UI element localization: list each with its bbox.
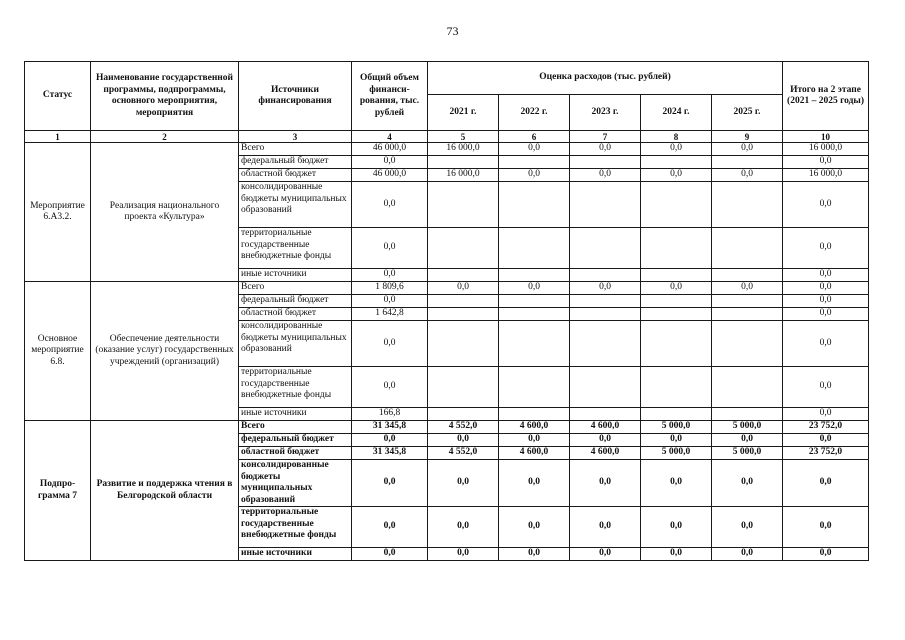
year-cell (641, 295, 712, 308)
year-cell (641, 156, 712, 169)
year-cell (499, 182, 570, 228)
year-cell: 0,0 (499, 282, 570, 295)
header-year: 2021 г. (428, 95, 499, 131)
year-cell: 0,0 (428, 507, 499, 548)
year-cell (712, 295, 783, 308)
column-number: 4 (352, 131, 428, 143)
source-cell: территориальные государственные внебюджетные фонды (239, 367, 352, 408)
itogo-cell: 0,0 (783, 408, 869, 421)
source-cell: Всего (239, 143, 352, 156)
itogo-cell: 0,0 (783, 434, 869, 447)
year-cell (428, 156, 499, 169)
year-cell: 5 000,0 (712, 447, 783, 460)
source-cell: Всего (239, 282, 352, 295)
year-cell (499, 321, 570, 367)
header-itogo: Итого на 2 этапе (2021 – 2025 годы) (783, 62, 869, 131)
source-cell: федеральный бюджет (239, 156, 352, 169)
total-cell: 0,0 (352, 269, 428, 282)
year-cell: 16 000,0 (428, 169, 499, 182)
total-cell: 31 345,8 (352, 421, 428, 434)
total-cell: 0,0 (352, 228, 428, 269)
year-cell: 0,0 (499, 434, 570, 447)
column-number: 6 (499, 131, 570, 143)
year-cell (428, 295, 499, 308)
year-cell (428, 269, 499, 282)
itogo-cell: 23 752,0 (783, 447, 869, 460)
year-cell (712, 408, 783, 421)
itogo-cell: 0,0 (783, 308, 869, 321)
year-cell: 16 000,0 (428, 143, 499, 156)
itogo-cell: 16 000,0 (783, 143, 869, 156)
year-cell (570, 269, 641, 282)
financing-table (24, 61, 869, 561)
column-number: 9 (712, 131, 783, 143)
year-cell: 0,0 (641, 460, 712, 507)
year-cell (499, 269, 570, 282)
itogo-cell: 0,0 (783, 460, 869, 507)
itogo-cell: 0,0 (783, 507, 869, 548)
year-cell (570, 156, 641, 169)
year-cell (428, 228, 499, 269)
itogo-cell: 0,0 (783, 156, 869, 169)
itogo-cell: 0,0 (783, 182, 869, 228)
year-cell (712, 321, 783, 367)
column-number: 10 (783, 131, 869, 143)
year-cell (499, 367, 570, 408)
column-number: 1 (25, 131, 91, 143)
year-cell (641, 408, 712, 421)
itogo-cell: 0,0 (783, 367, 869, 408)
total-cell: 46 000,0 (352, 169, 428, 182)
year-cell: 5 000,0 (641, 421, 712, 434)
source-cell: областной бюджет (239, 447, 352, 460)
total-cell: 0,0 (352, 460, 428, 507)
year-cell (641, 321, 712, 367)
year-cell (499, 228, 570, 269)
year-cell: 4 600,0 (499, 421, 570, 434)
source-cell: территориальные государственные внебюджетные фонды (239, 228, 352, 269)
year-cell: 0,0 (712, 460, 783, 507)
source-cell: консолидированные бюджеты муниципальных образований (239, 321, 352, 367)
year-cell: 5 000,0 (641, 447, 712, 460)
year-cell (499, 308, 570, 321)
row-name: Реализация национального проекта «Культура» (91, 143, 239, 282)
year-cell: 0,0 (499, 169, 570, 182)
column-number: 3 (239, 131, 352, 143)
column-numbers-row (25, 131, 869, 143)
source-cell: территориальные государственные внебюджетные фонды (239, 507, 352, 548)
year-cell (499, 295, 570, 308)
itogo-cell: 0,0 (783, 295, 869, 308)
total-cell: 0,0 (352, 156, 428, 169)
total-cell: 166,8 (352, 408, 428, 421)
year-cell: 0,0 (641, 143, 712, 156)
row-name: Обеспечение деятельности (оказание услуг) государственных учреждений (организаций) (91, 282, 239, 421)
row-status: Подпро-грамма 7 (25, 421, 91, 561)
year-cell: 4 552,0 (428, 421, 499, 434)
year-cell (428, 308, 499, 321)
year-cell (712, 228, 783, 269)
year-cell (428, 367, 499, 408)
source-cell: областной бюджет (239, 308, 352, 321)
year-cell: 0,0 (712, 143, 783, 156)
total-cell: 0,0 (352, 507, 428, 548)
total-cell: 1 642,8 (352, 308, 428, 321)
year-cell (641, 182, 712, 228)
total-cell: 0,0 (352, 434, 428, 447)
page-number: 73 (446, 24, 459, 38)
year-cell (499, 408, 570, 421)
source-cell: федеральный бюджет (239, 434, 352, 447)
source-cell: иные источники (239, 408, 352, 421)
year-cell: 0,0 (641, 169, 712, 182)
year-cell: 0,0 (570, 169, 641, 182)
year-cell: 0,0 (428, 460, 499, 507)
row-name: Развитие и поддержка чтения в Белгородской области (91, 421, 239, 561)
year-cell (570, 321, 641, 367)
source-cell: областной бюджет (239, 169, 352, 182)
header-status: Статус (25, 62, 91, 131)
total-cell: 1 809,6 (352, 282, 428, 295)
year-cell: 0,0 (428, 548, 499, 561)
year-cell: 0,0 (499, 548, 570, 561)
year-cell: 0,0 (428, 434, 499, 447)
column-number: 2 (91, 131, 239, 143)
table-row (25, 421, 869, 434)
total-cell: 0,0 (352, 367, 428, 408)
year-cell (428, 321, 499, 367)
year-cell: 0,0 (570, 460, 641, 507)
year-cell (570, 308, 641, 321)
table-row (25, 143, 869, 156)
year-cell (499, 156, 570, 169)
year-cell (570, 367, 641, 408)
year-cell: 0,0 (712, 169, 783, 182)
year-cell (641, 367, 712, 408)
year-cell (570, 182, 641, 228)
total-cell: 0,0 (352, 548, 428, 561)
total-cell: 0,0 (352, 182, 428, 228)
year-cell: 0,0 (641, 282, 712, 295)
column-number: 8 (641, 131, 712, 143)
year-cell: 0,0 (641, 507, 712, 548)
year-cell (570, 408, 641, 421)
year-cell (712, 308, 783, 321)
year-cell: 0,0 (499, 507, 570, 548)
year-cell (712, 156, 783, 169)
year-cell (641, 228, 712, 269)
year-cell: 5 000,0 (712, 421, 783, 434)
year-cell: 0,0 (641, 548, 712, 561)
year-cell (712, 367, 783, 408)
year-cell (641, 269, 712, 282)
header-total: Общий объем финанси-рования, тыс. рублей (352, 62, 428, 131)
year-cell: 0,0 (570, 548, 641, 561)
year-cell: 4 600,0 (499, 447, 570, 460)
year-cell (712, 269, 783, 282)
header-year: 2022 г. (499, 95, 570, 131)
itogo-cell: 16 000,0 (783, 169, 869, 182)
header-sources: Источники финансирования (239, 62, 352, 131)
total-cell: 31 345,8 (352, 447, 428, 460)
column-number: 5 (428, 131, 499, 143)
itogo-cell: 0,0 (783, 282, 869, 295)
year-cell (428, 408, 499, 421)
column-number: 7 (570, 131, 641, 143)
source-cell: федеральный бюджет (239, 295, 352, 308)
header-estimate: Оценка расходов (тыс. рублей) (428, 62, 783, 95)
year-cell: 0,0 (428, 282, 499, 295)
year-cell: 4 600,0 (570, 447, 641, 460)
total-cell: 0,0 (352, 295, 428, 308)
source-cell: консолидированные бюджеты муниципальных образований (239, 460, 352, 507)
row-status: Мероприятие 6.А3.2. (25, 143, 91, 282)
year-cell (641, 308, 712, 321)
year-cell (570, 295, 641, 308)
year-cell: 0,0 (712, 548, 783, 561)
year-cell (570, 228, 641, 269)
itogo-cell: 0,0 (783, 269, 869, 282)
year-cell: 0,0 (570, 282, 641, 295)
source-cell: консолидированные бюджеты муниципальных образований (239, 182, 352, 228)
itogo-cell: 0,0 (783, 321, 869, 367)
source-cell: Всего (239, 421, 352, 434)
itogo-cell: 0,0 (783, 228, 869, 269)
row-status: Основное мероприятие 6.8. (25, 282, 91, 421)
table-row (25, 282, 869, 295)
year-cell: 0,0 (570, 143, 641, 156)
itogo-cell: 0,0 (783, 548, 869, 561)
source-cell: иные источники (239, 269, 352, 282)
header-year: 2023 г. (570, 95, 641, 131)
itogo-cell: 23 752,0 (783, 421, 869, 434)
header-year: 2024 г. (641, 95, 712, 131)
header-name: Наименование государственной программы, подпрограммы, основного мероприятия, мероприятия (91, 62, 239, 131)
year-cell: 0,0 (712, 282, 783, 295)
year-cell: 4 552,0 (428, 447, 499, 460)
total-cell: 0,0 (352, 321, 428, 367)
year-cell: 0,0 (570, 507, 641, 548)
year-cell: 0,0 (499, 460, 570, 507)
source-cell: иные источники (239, 548, 352, 561)
year-cell: 0,0 (499, 143, 570, 156)
year-cell: 0,0 (641, 434, 712, 447)
year-cell (428, 182, 499, 228)
total-cell: 46 000,0 (352, 143, 428, 156)
table-body (25, 131, 869, 561)
year-cell: 0,0 (712, 507, 783, 548)
year-cell: 4 600,0 (570, 421, 641, 434)
year-cell: 0,0 (570, 434, 641, 447)
header-year: 2025 г. (712, 95, 783, 131)
year-cell (712, 182, 783, 228)
year-cell: 0,0 (712, 434, 783, 447)
